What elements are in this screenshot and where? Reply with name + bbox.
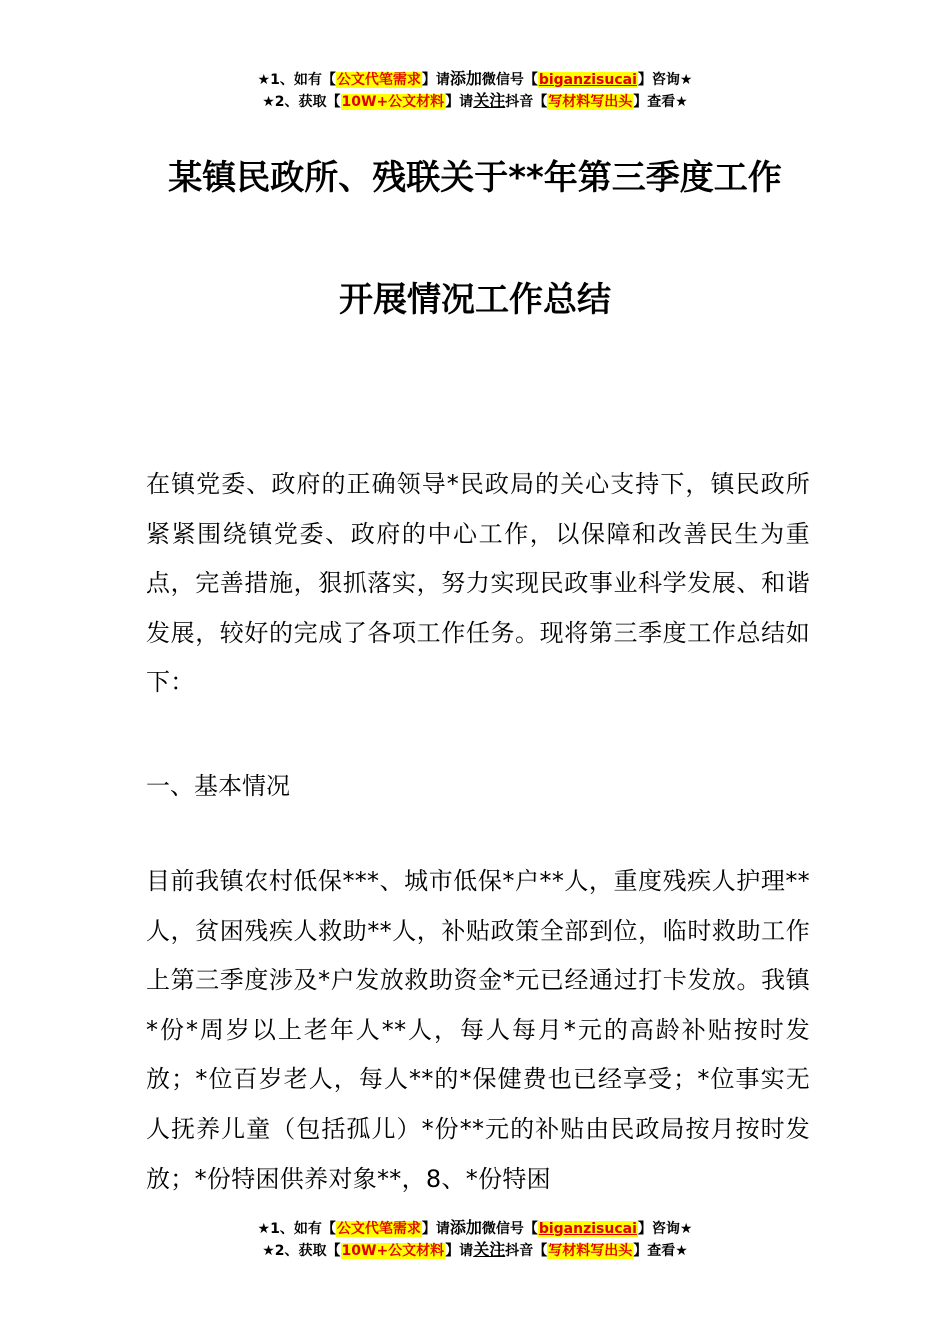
banner-emphasis: 添加: [449, 69, 482, 88]
banner-highlight: 10W+公文材料: [341, 94, 445, 110]
section-heading: 一、基本情况: [146, 772, 290, 800]
section-paragraph: 目前我镇农村低保***、城市低保*户**人，重度残疾人护理**人，贫困残疾人救助**人，补贴政策全部到位，临时救助工作上第三季度涉及*户发放救助资金*元已经通过打卡发放。我镇*份*周岁以上老年人**人，每人每月*元的高龄补贴按时发放；*位百岁老人，每人**的*保健费也已经享受；*位事实无人抚养儿童（包括孤儿）*份**元的补贴由民政局按月按时发放；*份特困供养对象**，8、*份特困: [146, 867, 810, 1193]
banner-text: 微信号【: [481, 72, 538, 88]
banner-highlight: 10W+公文材料: [341, 1243, 445, 1259]
banner-line-2: [0, 90, 950, 112]
banner-text: 】查看★: [633, 94, 688, 110]
banner-highlight: 写材料写出头: [548, 94, 633, 110]
banner-highlight: 写材料写出头: [548, 1243, 633, 1259]
bottom-banner: [0, 1217, 950, 1261]
banner-text: ★2、获取【: [262, 94, 341, 110]
banner-emphasis: 关注: [473, 1240, 506, 1259]
banner-line-2: [0, 1239, 950, 1261]
banner-line-1: [0, 68, 950, 90]
banner-text: 抖音【: [505, 94, 548, 110]
banner-text: 抖音【: [505, 1243, 548, 1259]
banner-text: 】请: [445, 1243, 474, 1259]
banner-text: ★1、如有【: [257, 72, 336, 88]
banner-text: 微信号【: [481, 1221, 538, 1237]
banner-text: 】请: [445, 94, 474, 110]
banner-highlight: 公文代笔需求: [336, 1221, 421, 1237]
banner-text: 】咨询★: [637, 1221, 693, 1237]
banner-text: 】咨询★: [637, 72, 693, 88]
banner-text: 】查看★: [633, 1243, 688, 1259]
wechat-id-highlight: biganzisucai: [538, 1221, 637, 1237]
document-title-line-1: 某镇民政所、残联关于**年第三季度工作: [168, 158, 782, 198]
wechat-id-highlight: biganzisucai: [538, 72, 637, 88]
banner-highlight: 公文代笔需求: [336, 72, 421, 88]
banner-emphasis: 关注: [473, 91, 506, 110]
banner-text: ★2、获取【: [262, 1243, 341, 1259]
intro-paragraph: 在镇党委、政府的正确领导*民政局的关心支持下，镇民政所紧紧围绕镇党委、政府的中心工作，以保障和改善民生为重点，完善措施，狠抓落实，努力实现民政事业科学发展、和谐发展，较好的完成了各项工作任务。现将第三季度工作总结如下：: [146, 470, 810, 697]
banner-line-1: [0, 1217, 950, 1239]
top-banner: [0, 68, 950, 112]
banner-emphasis: 添加: [449, 1218, 482, 1237]
document-title-line-2: 开展情况工作总结: [339, 280, 611, 320]
banner-text: ★1、如有【: [257, 1221, 336, 1237]
banner-text: 】请: [421, 1221, 450, 1237]
banner-text: 】请: [421, 72, 450, 88]
